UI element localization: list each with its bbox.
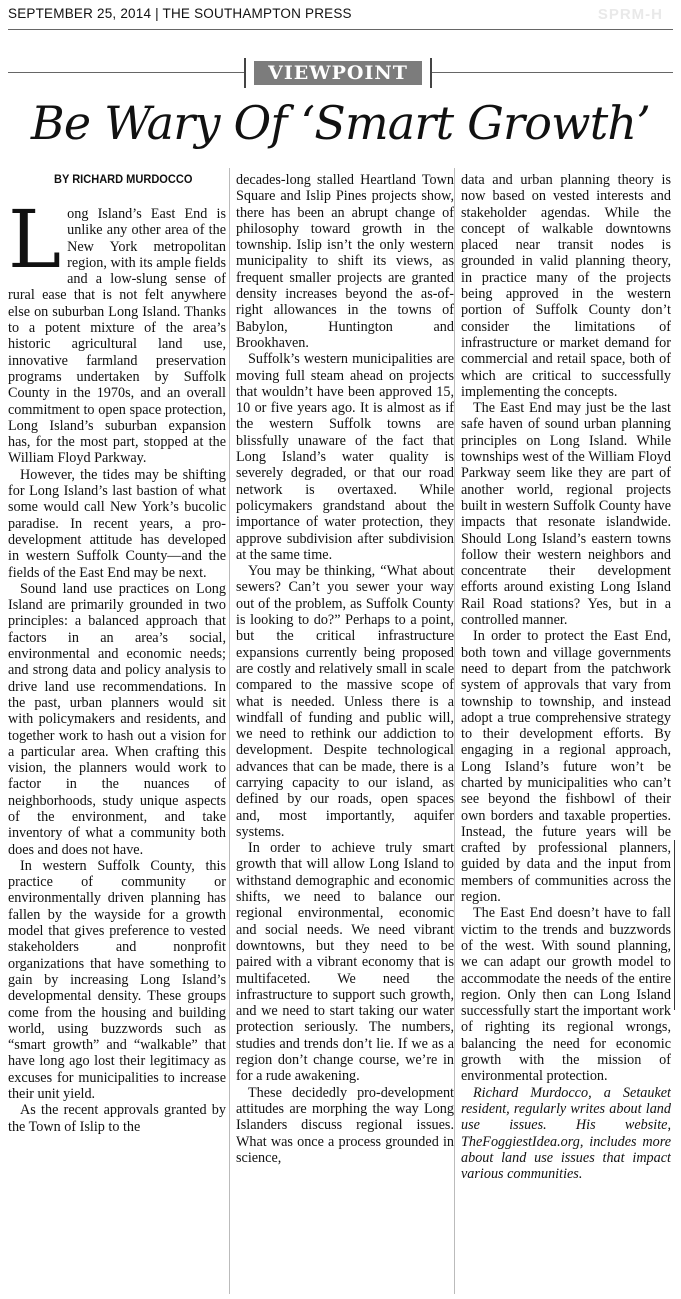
article-paragraph: In order to protect the East End, both town and village governments need to depart from the patchwork system of approvals that vary from township to township, and instead adopt a true comprehensive strategy to their development efforts. By engaging in a regional approach, Long Island’s future won’t be charted by municipalities who can’t see beyond the fishbowl of their own borders and taxable properties. Instead, the future years will be crafted by professional planners, guided by data and the input from members of communities across the region.	[461, 628, 671, 906]
article-paragraph: In order to achieve truly smart growth that will allow Long Island to withstand demographic and economic shifts, we need to balance our regional environmental, economic and social needs. We need vibrant downtowns, but they need to be paired with a vibrant economy that is multifaceted. We need the infrastructure to support such growth, and we need to start taking our water protection seriously. The numbers, studies and trends don’t lie. If we as a region don’t change course, we’re in for a rude awakening.	[236, 840, 454, 1085]
section-label-text: VIEWPOINT	[254, 61, 422, 85]
headline: Be Wary Of ‘Smart Growth’	[30, 96, 651, 150]
header-rule	[8, 29, 673, 30]
article-paragraph: As the recent approvals granted by the Town of Islip to the	[8, 1102, 226, 1135]
paragraph-text: ong Island’s East End is unlike any other area of the New York metropolitan region, with its ample fields and a low-slung sense of rural ease that is not felt anywhere else on suburban Long Island. Thanks to a potent mixture of the area’s historic agricultural land use, innovative farmland preservation programs undertaken by Suffolk County in the 1970s, and an overall commitment to open space protection, Long Island’s suburban expansion has, for the most part, stopped at the William Floyd Parkway.	[8, 206, 226, 467]
article-column-1	[8, 206, 226, 1292]
article-paragraph: However, the tides may be shifting for Long Island’s last bastion of what some would call New York’s bucolic paradise. In recent years, a pro-development attitude has developed in western Suffolk County—and the fields of the East End may be next.	[8, 466, 226, 581]
author-bio: Richard Murdocco, a Setauket resident, regularly writes about land use issues. His website, TheFoggiestIdea.org, includes more about land use issues that impact various communities.	[461, 1084, 671, 1183]
article-paragraph	[8, 206, 226, 467]
article-paragraph: decades-long stalled Heartland Town Square and Islip Pines projects show, there has been an abrupt change of philosophy toward growth in the township. Islip isn’t the only western municipality to shift its views, as frequent smaller projects are granted density increases beyond the as-of-right allowances in the towns of Babylon, Huntington and Brookhaven.	[236, 172, 454, 351]
article-paragraph: You may be thinking, “What about sewers? Can’t you sewer your way out of the problem, as Suffolk County is looking to do?” Perhaps to a point, but the critical infrastructure expansions currently being proposed are costly and relatively small in scale compared to the massive scope of what is needed. Unless there is a windfall of funding and public will, we need to rethink our addiction to development. Despite technological advances that can be made, there is a carrying capacity to our island, as defined by our roads, open spaces and, most importantly, aquifer systems.	[236, 563, 454, 840]
section-label	[244, 58, 432, 88]
article-paragraph: These decidedly pro-development attitudes are morphing the way Long Islanders discuss regional issues. What was once a process grounded in science,	[236, 1084, 454, 1166]
drop-cap: L	[8, 206, 62, 286]
running-head-text: SEPTEMBER 25, 2014 | THE SOUTHAMPTON PRESS	[8, 6, 352, 21]
article-column-3	[461, 172, 671, 1292]
article-paragraph: The East End doesn’t have to fall victim to the trends and buzzwords of the west. With sound planning, we can adapt our growth model to accommodate the needs of the entire region. Only then can Long Island successfully start the important work of righting its regional wrongs, balancing the need for economic growth with the mission of environmental protection.	[461, 905, 671, 1085]
page-number: SPRM-H	[597, 6, 663, 23]
edge-rule	[674, 840, 675, 1010]
byline: BY RICHARD MURDOCCO	[54, 172, 193, 186]
article-paragraph: data and urban planning theory is now based on vested interests and stakeholder agendas. While the concept of walkable downtowns placed near transit nodes is grounded in valid planning theory, in practice many of the projects being approved in the western portion of Suffolk County don’t consider the limitations of infrastructure or market demand for commercial and retail space, both of which are critical to successfully implementing the concepts.	[461, 172, 671, 400]
column-divider	[229, 168, 230, 1294]
article-column-2	[236, 172, 454, 1292]
running-head	[8, 6, 673, 28]
article-paragraph: In western Suffolk County, this practice of community or environmentally driven planning has fallen by the wayside for a growth model that gives preference to vested stakeholders and nonprofit organizations that have something to gain by increasing Long Island’s developmental density. These groups come from the housing and building world, using buzzwords such as “smart growth” and “walkable” that have long ago lost their legitimacy as excuses for municipalities to increase their unit yield.	[8, 857, 226, 1103]
article-paragraph: Suffolk’s western municipalities are moving full steam ahead on projects that wouldn’t have been approved 15, 10 or five years ago. It is almost as if the western Suffolk towns are blissfully unaware of the fact that Long Island’s water quality is severely degraded, or that our road network is overtaxed. While policymakers grandstand about the importance of water protection, they approve subdivision after subdivision at the same time.	[236, 351, 454, 563]
column-divider	[454, 168, 455, 1294]
article-paragraph: The East End may just be the last safe haven of sound urban planning principles on Long Island. While townships west of the William Floyd Parkway seem like they are part of another world, regional projects built in western Suffolk County have impacts that resonate islandwide. Should Long Island’s eastern towns follow their western neighbors and concentrate their development efforts around existing Long Island Rail Road stations? Yes, but in a controlled manner.	[461, 400, 671, 629]
article-paragraph: Sound land use practices on Long Island are primarily grounded in two principles: a balanced approach that factors in an area’s social, environmental and economic needs; and strong data and policy analysis to drive land use recommendations. In the past, urban planners would sit with policymakers and residents, and together work to hash out a vision for a particular area. When crafting this vision, the planners would work to factor in the nuances of neighborhoods, study unique aspects of the environment, and take inventory of what a community both does and does not have.	[8, 580, 226, 858]
